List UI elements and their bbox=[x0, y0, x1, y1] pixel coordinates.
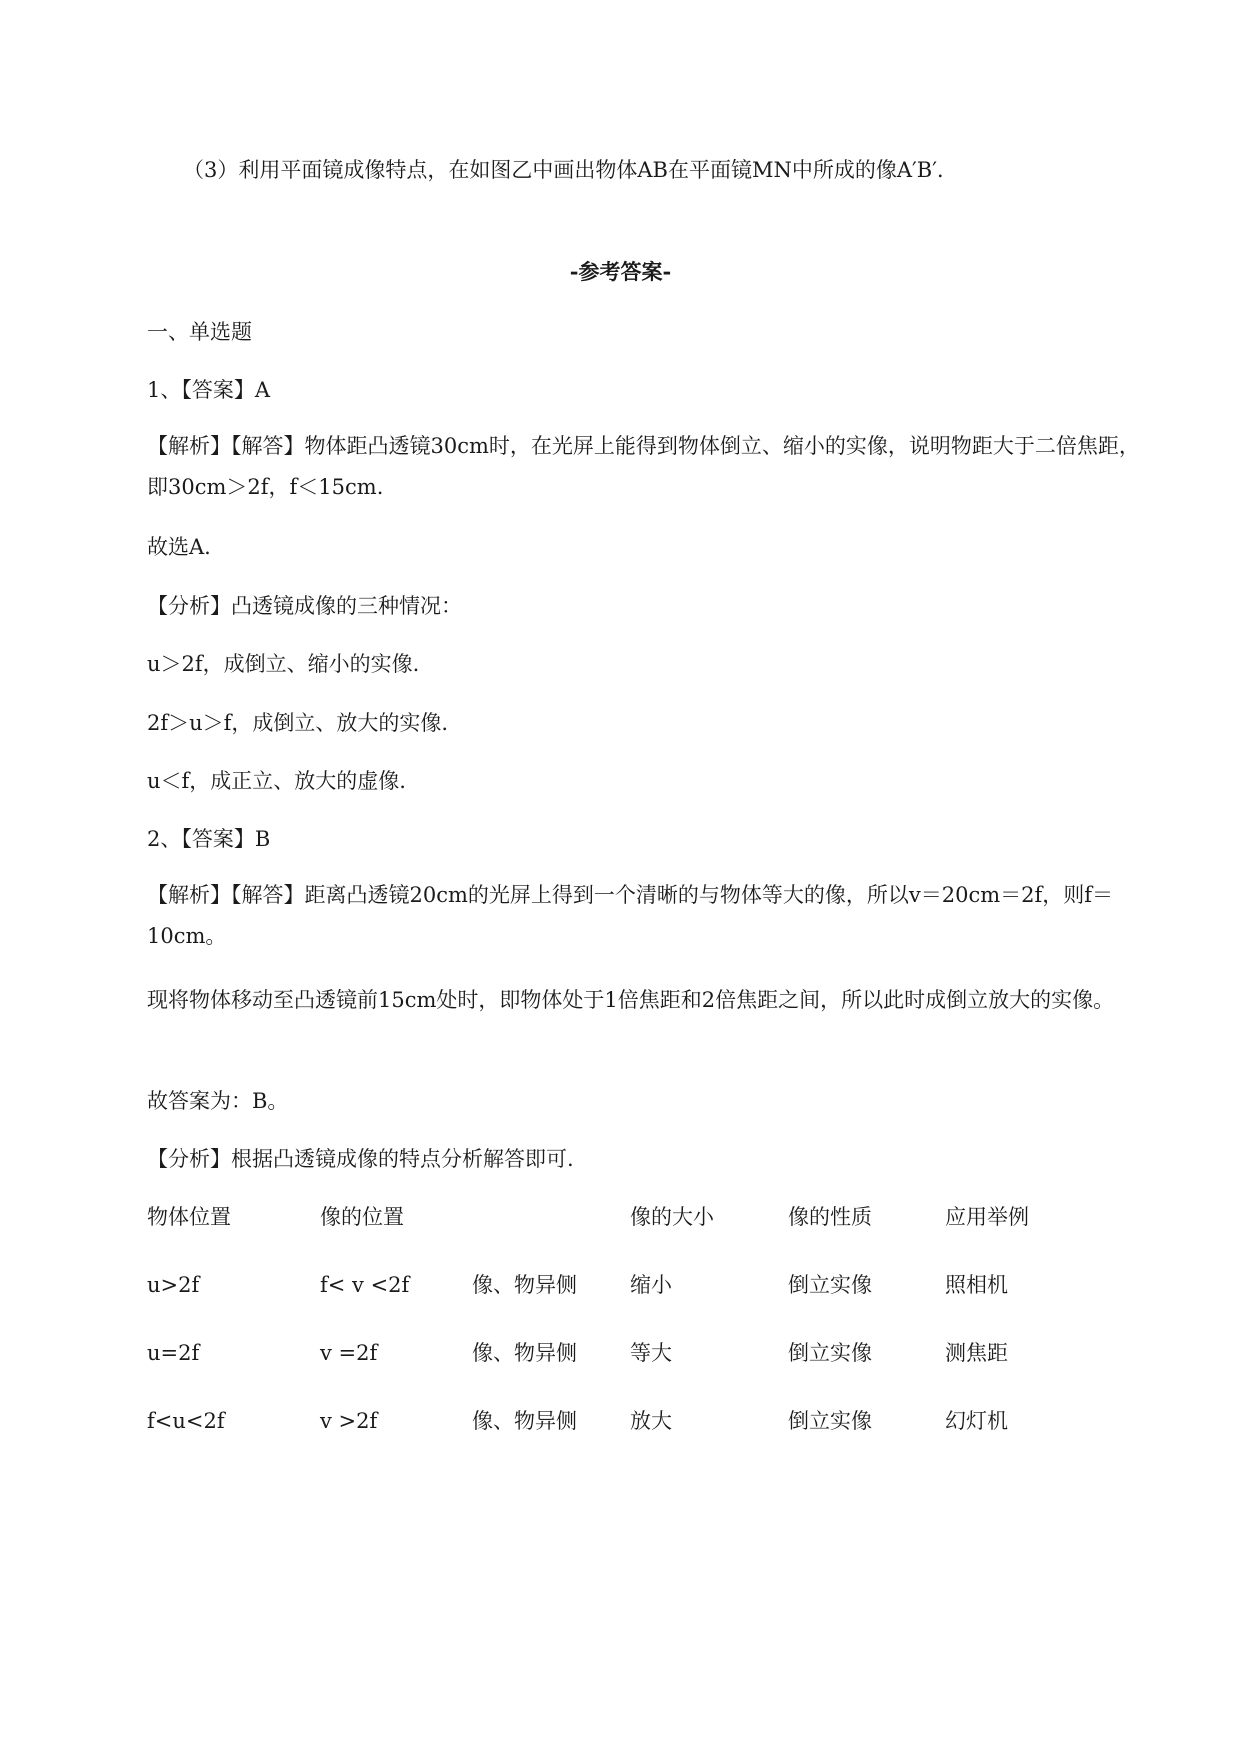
table-cell: f<u<2f bbox=[147, 1409, 225, 1433]
table-cell: 照相机 bbox=[945, 1273, 1008, 1297]
table-cell: 幻灯机 bbox=[945, 1409, 1008, 1433]
q1-case-1: u＞2f，成倒立、缩小的实像. bbox=[147, 652, 420, 676]
table-cell: f< v <2f bbox=[320, 1273, 410, 1297]
table-cell: 倒立实像 bbox=[788, 1273, 872, 1297]
intro-text: （3）利用平面镜成像特点，在如图乙中画出物体AB在平面镜MN中所成的像A′B′． bbox=[183, 158, 958, 182]
q2-fenxi: 【分析】根据凸透镜成像的特点分析解答即可. bbox=[147, 1147, 574, 1171]
table-cell: 倒立实像 bbox=[788, 1341, 872, 1365]
table-header-cell: 像的大小 bbox=[630, 1205, 714, 1229]
table-cell: 像、物异侧 bbox=[472, 1273, 577, 1297]
table-cell: v >2f bbox=[320, 1409, 378, 1433]
table-header-cell: 像的性质 bbox=[788, 1205, 872, 1229]
table-header-cell: 应用举例 bbox=[945, 1205, 1029, 1229]
table-header-cell: 物体位置 bbox=[147, 1205, 231, 1229]
q2-analysis: 【解析】【解答】距离凸透镜20cm的光屏上得到一个清晰的与物体等大的像，所以v＝20cm＝2f，则f＝10cm。 bbox=[147, 883, 1114, 948]
section-heading: 一、单选题 bbox=[147, 320, 252, 344]
table-cell: 倒立实像 bbox=[788, 1409, 872, 1433]
q1-answer: 1、【答案】A bbox=[147, 378, 271, 402]
table-cell: u=2f bbox=[147, 1341, 200, 1365]
table-cell: 放大 bbox=[630, 1409, 672, 1433]
q1-conclusion: 故选A. bbox=[147, 535, 211, 559]
q1-case-2: 2f＞u＞f，成倒立、放大的实像. bbox=[147, 711, 449, 735]
q2-analysis-2: 现将物体移动至凸透镜前15cm处时，即物体处于1倍焦距和2倍焦距之间，所以此时成倒立放大的实像。 bbox=[147, 988, 1115, 1012]
q1-case-3: u＜f，成正立、放大的虚像. bbox=[147, 769, 406, 793]
table-cell: 缩小 bbox=[630, 1273, 672, 1297]
table-cell: v =2f bbox=[320, 1341, 378, 1365]
q1-fenxi: 【分析】凸透镜成像的三种情况： bbox=[147, 594, 462, 618]
table-cell: 像、物异侧 bbox=[472, 1341, 577, 1365]
q1-analysis: 【解析】【解答】物体距凸透镜30cm时，在光屏上能得到物体倒立、缩小的实像，说明物距大于二倍焦距，即30cm＞2f，f＜15cm. bbox=[147, 434, 1140, 499]
answer-title: -参考答案- bbox=[569, 259, 672, 284]
q2-conclusion: 故答案为：B。 bbox=[147, 1089, 289, 1113]
table-header-cell: 像的位置 bbox=[320, 1205, 404, 1229]
table-cell: 测焦距 bbox=[945, 1341, 1008, 1365]
q2-answer: 2、【答案】B bbox=[147, 827, 271, 851]
table-cell: 等大 bbox=[630, 1341, 672, 1365]
table-cell: u>2f bbox=[147, 1273, 200, 1297]
table-cell: 像、物异侧 bbox=[472, 1409, 577, 1433]
